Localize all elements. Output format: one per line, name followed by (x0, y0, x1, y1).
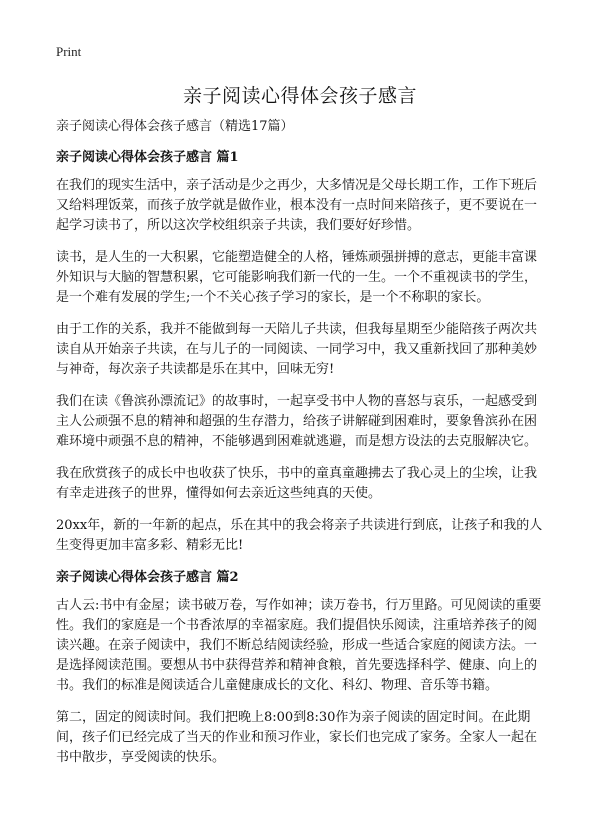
document-body (56, 117, 548, 780)
section-2 (56, 568, 548, 768)
paragraph: 20xx年，新的一年新的起点，乐在其中的我会将亲子共读进行到底，让孩子和我的人生变得更加丰富多彩、精彩无比! (56, 518, 543, 553)
paragraph: 我在欣赏孩子的成长中也收获了快乐，书中的童真童趣拂去了我心灵上的尘埃，让我有幸走进孩子的世界，懂得如何去亲近这些纯真的天使。 (56, 466, 538, 501)
paragraph: 在我们的现实生活中，亲子活动是少之再少，大多情况是父母长期工作，工作下班后又给料理饭菜，而孩子放学就是做作业，根本没有一点时间来陪孩子，更不要说在一起学习读书了，所以这次学校组织亲子共读，我们要好好珍惜。 (56, 178, 538, 233)
paragraph: 第二，固定的阅读时间。我们把晚上8:00到8:30作为亲子阅读的固定时间。在此期间，孩子们已经完成了当天的作业和预习作业，家长们也完成了家务。全家人一起在书中散步，享受阅读的快乐。 (56, 710, 538, 765)
paragraph: 我们在读《鲁滨孙漂流记》的故事时，一起享受书中人物的喜怒与哀乐，一起感受到主人公顽强不息的精神和超强的生存潜力，给孩子讲解碰到困难时，要象鲁滨孙在困难环境中顽强不息的精神，不能够遇到困难就逃避，而是想方设法的去克服解决它。 (56, 394, 538, 449)
section-heading: 亲子阅读心得体会孩子感言 篇2 (56, 570, 239, 585)
section-1 (56, 148, 548, 556)
paragraph: 读书，是人生的一大积累，它能塑造健全的人格，锤炼顽强拼搏的意志，更能丰富课外知识与大脑的智慧积累，它可能影响我们新一代的一生。一个不重视读书的学生，是一个难有发展的学生;一个不关心孩子学习的家长，是一个不称职的家长。 (56, 250, 538, 305)
paragraph: 古人云:书中有金屋；读书破万卷，写作如神；读万卷书，行万里路。可见阅读的重要性。我们的家庭是一个书香浓厚的幸福家庭。我们提倡快乐阅读，注重培养孩子的阅读兴趣。在亲子阅读中，我们不断总结阅读经验，形成一些适合家庭的阅读方法。一是选择阅读范围。要想从书中获得营养和精神食粮，首先要选择科学、健康、向上的书。我们的标准是阅读适合儿童健康成长的文化、科幻、物理、音乐等书籍。 (56, 598, 542, 693)
paragraph: 由于工作的关系，我并不能做到每一天陪儿子共读，但我每星期至少能陪孩子两次共读自从开始亲子共读，在与儿子的一同阅读、一同学习中，我又重新找回了那种美妙与神奇，每次亲子共读都是乐在其中，回味无穷! (56, 322, 538, 377)
section-heading: 亲子阅读心得体会孩子感言 篇1 (56, 150, 239, 165)
print-link[interactable]: Print (56, 44, 82, 59)
document-subtitle: 亲子阅读心得体会孩子感言（精选17篇） (56, 119, 294, 134)
page-title: 亲子阅读心得体会孩子感言 (182, 85, 417, 107)
